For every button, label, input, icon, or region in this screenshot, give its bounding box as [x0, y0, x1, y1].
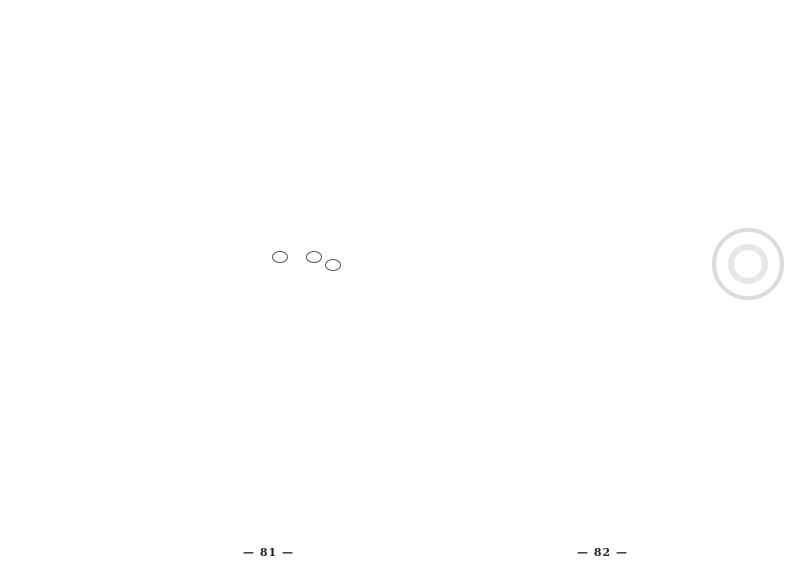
answer-line — [214, 460, 392, 471]
answer-line — [214, 133, 392, 144]
answer-line — [214, 410, 392, 421]
answer-line — [22, 486, 200, 497]
answer-line — [404, 333, 582, 344]
answer-line — [22, 385, 200, 396]
answer-line — [214, 322, 392, 333]
answer-line — [214, 360, 392, 371]
answer-line — [404, 484, 582, 495]
answer-line — [596, 69, 774, 80]
answer-line — [596, 345, 774, 356]
answer-line — [22, 473, 200, 484]
section-title — [404, 72, 582, 86]
answer-line — [404, 471, 582, 482]
answer-line — [404, 320, 582, 331]
answer-line — [404, 396, 582, 407]
circle-mark — [306, 251, 322, 263]
answer-line — [596, 132, 774, 143]
answer-line — [404, 232, 582, 243]
answer-line — [404, 144, 582, 155]
answer-line — [404, 257, 582, 268]
answer-line — [214, 108, 392, 119]
column-1 — [22, 44, 200, 532]
answer-line — [596, 358, 774, 369]
answer-line — [214, 448, 392, 459]
circle-mark — [325, 259, 341, 271]
answer-line — [596, 371, 774, 382]
answer-line — [596, 434, 774, 445]
answer-line — [596, 320, 774, 331]
answer-line — [22, 246, 200, 257]
answer-line — [214, 372, 392, 383]
answer-line — [404, 308, 582, 319]
watermark-stamp — [712, 228, 784, 300]
answer-line — [214, 297, 392, 308]
answer-line — [214, 146, 392, 157]
answer-line — [596, 94, 774, 105]
answer-line — [22, 360, 200, 371]
answer-line — [404, 207, 582, 218]
answer-line — [22, 158, 200, 169]
answer-line — [214, 209, 392, 220]
answer-line — [404, 182, 582, 193]
section-title — [214, 48, 392, 62]
answer-line — [596, 183, 774, 194]
answer-line — [404, 194, 582, 205]
answer-line — [404, 295, 582, 306]
answer-line — [22, 234, 200, 245]
circle-mark — [272, 251, 288, 263]
answer-line — [596, 44, 774, 55]
answer-line — [596, 107, 774, 118]
answer-line — [596, 459, 774, 470]
answer-line — [596, 170, 774, 181]
answer-line — [214, 385, 392, 396]
answer-line — [596, 497, 774, 508]
answer-line — [596, 145, 774, 156]
answer-line — [404, 106, 582, 117]
column-2 — [214, 44, 392, 532]
answer-line — [22, 272, 200, 283]
answer-line — [214, 309, 392, 320]
answer-line — [404, 408, 582, 419]
answer-line — [22, 347, 200, 358]
answer-line — [596, 484, 774, 495]
answer-line — [404, 446, 582, 457]
answer-line — [214, 259, 392, 270]
answer-line — [596, 408, 774, 419]
answer-line — [22, 498, 200, 509]
section-title — [22, 48, 200, 62]
answer-line — [22, 221, 200, 232]
answer-line — [22, 83, 200, 94]
answer-line — [214, 171, 392, 182]
answer-line — [214, 347, 392, 358]
answer-line — [22, 435, 200, 446]
answer-line — [22, 259, 200, 270]
answer-line — [596, 157, 774, 168]
answer-line — [22, 322, 200, 333]
answer-line — [404, 131, 582, 142]
answer-line — [404, 434, 582, 445]
answer-line — [22, 460, 200, 471]
answer-line — [404, 283, 582, 294]
answer-line — [214, 221, 392, 232]
answer-line — [214, 83, 392, 94]
answer-line — [596, 82, 774, 93]
answer-line — [596, 57, 774, 68]
answer-line — [596, 120, 774, 131]
answer-line — [596, 333, 774, 344]
answer-line — [214, 158, 392, 169]
answer-line — [22, 183, 200, 194]
answer-line — [22, 133, 200, 144]
answer-line — [22, 334, 200, 345]
answer-line — [214, 234, 392, 245]
answer-line — [404, 345, 582, 356]
answer-line — [404, 119, 582, 130]
answer-line — [22, 423, 200, 434]
answer-line — [22, 448, 200, 459]
answer-line — [214, 95, 392, 106]
answer-line — [214, 272, 392, 283]
answer-line — [214, 435, 392, 446]
answer-line — [22, 95, 200, 106]
answer-line — [22, 297, 200, 308]
answer-line — [214, 183, 392, 194]
answer-line — [22, 196, 200, 207]
answer-line — [404, 44, 582, 55]
answer-line — [214, 246, 392, 257]
answer-line — [22, 171, 200, 182]
answer-line — [404, 459, 582, 470]
answer-line — [22, 146, 200, 157]
answer-line — [214, 334, 392, 345]
answer-line — [214, 196, 392, 207]
answer-line — [214, 284, 392, 295]
answer-line — [596, 195, 774, 206]
answer-line — [404, 497, 582, 508]
answer-line — [214, 486, 392, 497]
answer-line — [596, 308, 774, 319]
answer-line — [596, 471, 774, 482]
answer-line — [404, 245, 582, 256]
answer-line — [22, 120, 200, 131]
answer-line — [596, 396, 774, 407]
answer-line — [22, 108, 200, 119]
answer-line — [22, 410, 200, 421]
answer-line — [214, 70, 392, 81]
answer-line — [214, 473, 392, 484]
answer-line — [404, 421, 582, 432]
answer-line — [596, 421, 774, 432]
answer-line — [22, 309, 200, 320]
answer-line — [596, 446, 774, 457]
answer-line — [596, 383, 774, 394]
answer-line — [404, 169, 582, 180]
answer-line — [22, 209, 200, 220]
answer-line — [22, 70, 200, 81]
answer-line — [404, 383, 582, 394]
answer-line — [404, 157, 582, 168]
answer-line — [22, 284, 200, 295]
answer-line — [404, 94, 582, 105]
answer-line — [404, 57, 582, 68]
page-number-right: — 82 — — [577, 546, 628, 559]
answer-line — [404, 371, 582, 382]
answer-line — [404, 270, 582, 281]
answer-line — [404, 358, 582, 369]
column-3 — [404, 44, 582, 532]
answer-line — [404, 220, 582, 231]
page-number-left: — 81 — — [243, 546, 294, 559]
answer-line — [214, 397, 392, 408]
answer-line — [214, 498, 392, 509]
section-title — [596, 210, 774, 224]
answer-line — [22, 397, 200, 408]
answer-line — [214, 423, 392, 434]
answer-line — [22, 372, 200, 383]
answer-line — [214, 120, 392, 131]
